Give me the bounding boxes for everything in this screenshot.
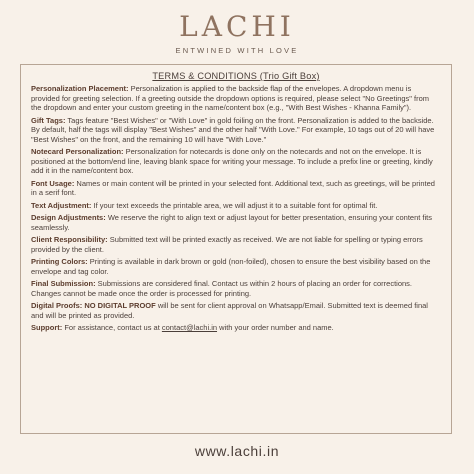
section-text: We reserve the right to align text or adjust layout for better presentation, ensuring your content fits seamlessly. [31,213,433,232]
section-label: Digital Proofs: NO DIGITAL PROOF [31,301,156,310]
section-text: Submissions are considered final. Contact us within 2 hours of placing an order for corrections. Changes cannot be made once the order is processed for printing. [31,279,413,298]
section-text: For assistance, contact us at [62,323,162,332]
section-client-responsibility [31,235,441,254]
section-digital-proofs [31,301,441,320]
section-text: Names or main content will be printed in your selected font. Additional text, such as greetings, will be printed in a serif font. [31,178,435,197]
section-support [31,323,441,333]
section-notecard-personalization [31,147,441,176]
brand-logo-name: LACHI [179,10,295,43]
section-text: Personalization is applied to the backside flap of the envelopes. A dropdown menu is provided for greeting selection. If a greeting outside the dropdown options is required, please select "No Greetings" from the dropdown and enter your custom greeting in the name/content box (e.g., "With Best Wishes - Khanna Family"). [31,84,430,112]
section-final-submission [31,279,441,298]
section-label: Support: [31,323,63,332]
section-label: Notecard Personalization: [31,147,124,156]
section-text: Submitted text will be printed exactly as received. We are not liable for spelling or typing errors provided by the client. [31,235,423,254]
section-text: Tags feature "Best Wishes" or "With Love" in gold foiling on the front. Personalization is added to the backside. By default, half the tags will display "Best Wishes" and the other half "With Love." For example, 10 tags out of 20 will have "Best Wishes" on the front, and the remaining 10 will have "With Love." [31,115,435,144]
section-label: Gift Tags: [31,115,66,125]
section-printing-colors [31,257,441,276]
website-url[interactable]: www.lachi.in [194,443,280,459]
brand-tagline: ENTWINED WITH LOVE [175,46,299,55]
section-text: If your text exceeds the printable area, we will adjust it to a suitable font for optimal fit. [91,200,378,210]
section-label: Personalization Placement: [31,84,129,93]
section-label: Text Adjustment: [31,200,92,210]
section-label: Printing Colors: [31,257,88,266]
section-text: with your order number and name. [217,323,334,332]
section-label: Client Responsibility: [31,235,108,244]
section-font-usage [31,179,441,198]
section-text-adjustment [31,201,441,211]
section-gift-tags [31,116,441,145]
section-label: Font Usage: [31,178,75,188]
terms-title: TERMS & CONDITIONS (Trio Gift Box) [152,71,320,81]
section-label: Design Adjustments: [31,213,106,222]
section-label: Final Submission: [31,279,96,288]
section-personalization-placement [31,84,441,113]
brand-header [0,12,474,55]
section-text: will be sent for client approval on Whatsapp/Email. Submitted text is deemed final and will be printed as provided. [31,301,428,320]
section-text: Personalization for notecards is done only on the notecards and not on the envelope. It is positioned at the bottom/end line, leaving blank space for writing your message. To include a prefix line or greeting, kindly add it in the name/content box. [31,147,433,175]
support-email-link[interactable]: contact@lachi.in [161,323,218,332]
section-design-adjustments [31,213,441,232]
terms-card [20,64,452,434]
section-text: Printing is available in dark brown or gold (non-foiled), chosen to ensure the best visibility based on the envelope and tag color. [31,257,431,276]
